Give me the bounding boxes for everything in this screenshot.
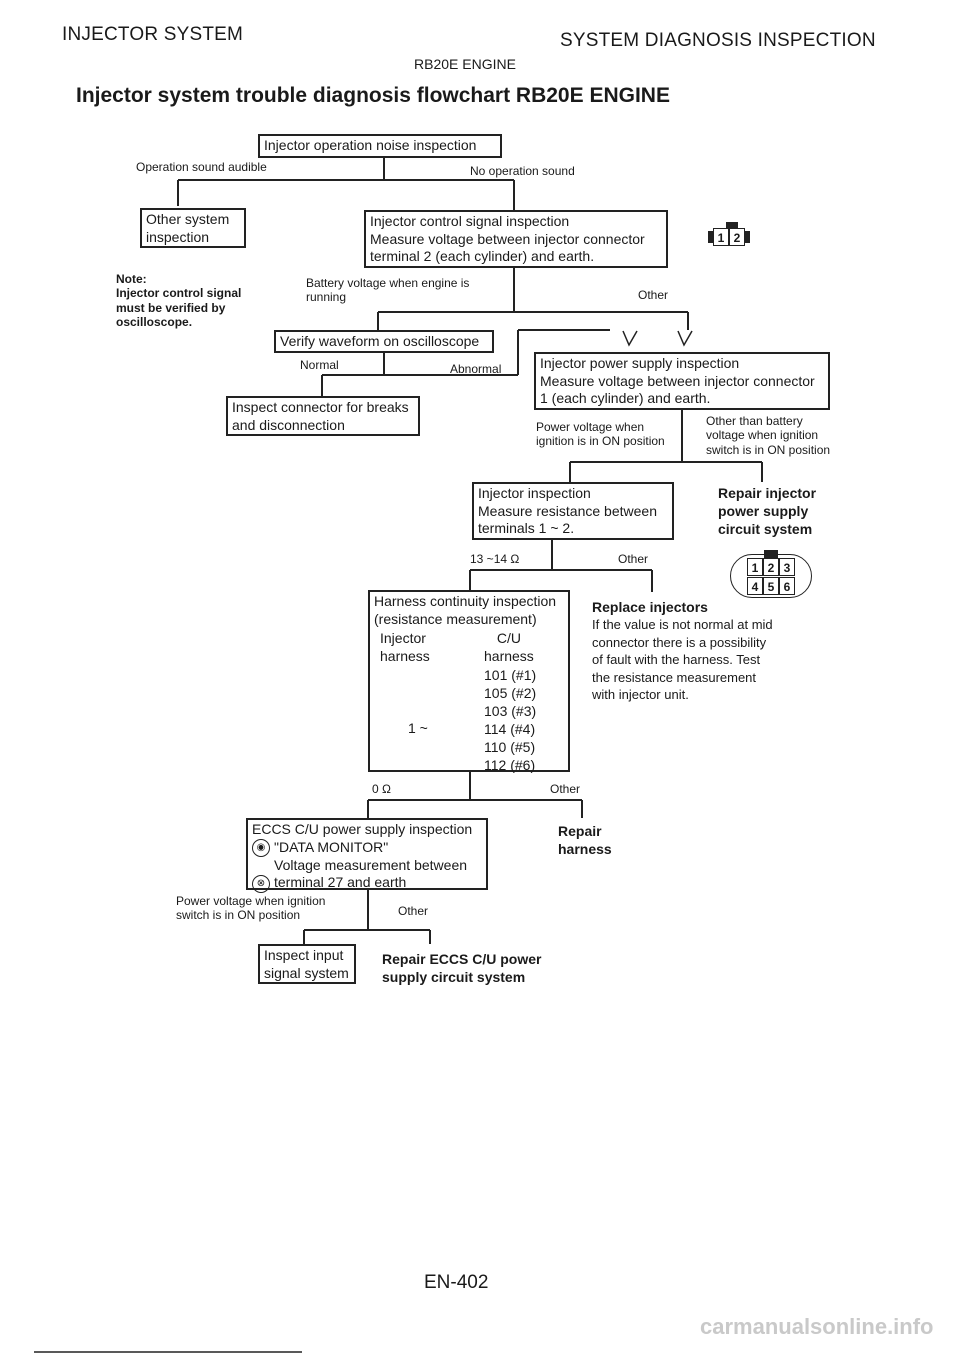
harness-terminal-3: 103 (#3) (484, 703, 537, 719)
label-power-ignition-on-1: Power voltage when ignition (176, 894, 326, 908)
control-signal-line-2: Measure voltage between injector connector (370, 230, 645, 247)
label-other-than-battery-2: voltage when ignition (706, 428, 819, 443)
connector-6pin-cell-3: 3 (779, 558, 795, 576)
harness-col-injector (380, 630, 430, 665)
repair-eccs-1: Repair ECCS C/U power (382, 951, 542, 967)
repair-eccs-2: supply circuit system (382, 969, 526, 986)
injector-inspection-line-1: Injector inspection (478, 485, 591, 501)
label-battery-running-2: running (306, 290, 347, 305)
label-13-14-ohm: 13 ~14 Ω (470, 552, 520, 566)
connector-6pin-cell-6: 6 (779, 577, 795, 595)
control-signal-box (364, 210, 668, 268)
power-supply-box (534, 352, 830, 410)
connector-6pin-cell-5: 5 (763, 577, 779, 595)
consult-monitor-icon: ◉ (252, 839, 270, 857)
connector-2pin-icon (708, 228, 750, 246)
watermark-text: carmanualsonline.info (700, 1314, 934, 1339)
label-no-operation-sound: No operation sound (470, 164, 575, 178)
injector-inspection-line-3: terminals 1 ~ 2. (478, 520, 575, 536)
waveform-text: Verify waveform on oscilloscope (280, 333, 480, 349)
eccs-line-2: "DATA MONITOR" (274, 838, 389, 855)
other-system-box (140, 208, 246, 248)
replace-text-4: the resistance measurement (592, 669, 757, 685)
harness-terminal-list (484, 666, 536, 774)
label-abnormal: Abnormal (450, 362, 502, 376)
noise-inspection-text: Injector operation noise inspection (264, 137, 477, 153)
label-other-3: Other (550, 782, 581, 796)
repair-power-supply-3: circuit system (718, 521, 813, 538)
harness-title-1: Harness continuity inspection (374, 593, 557, 609)
eccs-line-4: terminal 27 and earth (274, 874, 407, 891)
page-title: Injector system trouble diagnosis flowchart RB20E ENGINE (76, 84, 670, 107)
replace-injectors-title: Replace injectors (592, 599, 708, 615)
replace-text-1: If the value is not normal at mid (592, 617, 773, 633)
label-0-ohm: 0 Ω (372, 782, 391, 796)
replace-text-3: of fault with the harness. Test (592, 652, 761, 668)
label-normal: Normal (300, 358, 339, 372)
eccs-power-supply-box (246, 818, 488, 890)
harness-col-cu-2: harness (484, 647, 534, 664)
power-supply-line-2: Measure voltage between injector connector (540, 372, 815, 389)
note-line-1: Note: (116, 272, 147, 286)
label-battery-running (306, 276, 469, 305)
connector-6pin-icon (730, 554, 812, 600)
label-power-ignition-on-2: switch is in ON position (176, 908, 301, 923)
connector-6pin-cell-4: 4 (747, 577, 763, 595)
control-signal-line-1: Injector control signal inspection (370, 213, 570, 229)
label-battery-running-1: Battery voltage when engine is (306, 276, 470, 290)
section-header-left: INJECTOR SYSTEM (62, 24, 244, 45)
label-power-on (536, 420, 665, 449)
label-other-2: Other (618, 552, 649, 566)
page-number: EN-402 (424, 1272, 489, 1293)
other-system-line-2: inspection (146, 228, 210, 245)
inspect-input-box (258, 944, 356, 984)
note-line-4: oscilloscope. (116, 315, 193, 330)
replace-text-5: with injector unit. (592, 687, 689, 703)
repair-power-supply-2: power supply (718, 503, 809, 520)
harness-terminal-1: 101 (#1) (484, 667, 537, 683)
repair-harness-1: Repair (558, 823, 602, 839)
repair-eccs-text (382, 950, 541, 986)
multimeter-icon: ⊗ (252, 875, 270, 893)
breaks-line-2: and disconnection (232, 416, 345, 433)
harness-terminal-4: 114 (#4) (484, 721, 536, 737)
waveform-box (274, 330, 494, 353)
harness-terminal-5: 110 (#5) (484, 739, 536, 755)
power-supply-line-3: 1 (each cylinder) and earth. (540, 390, 711, 406)
harness-col-cu-1: C/U (496, 630, 521, 646)
note-line-2: Injector control signal (116, 286, 242, 301)
inspect-input-line-1: Inspect input (264, 947, 344, 963)
harness-col-injector-1: Injector (380, 630, 426, 646)
label-other-1: Other (638, 288, 669, 302)
label-other-than-battery-3: switch is in ON position (706, 442, 831, 457)
connector-6pin-cell-2: 2 (763, 558, 779, 576)
harness-col-injector-2: harness (380, 647, 430, 664)
harness-injector-terminal: 1 ~ (408, 720, 428, 736)
noise-inspection-box (258, 134, 502, 158)
eccs-line-1: ECCS C/U power supply inspection (252, 821, 473, 837)
repair-harness-2: harness (558, 841, 612, 858)
other-system-line-1: Other system (146, 211, 230, 227)
harness-terminal-6: 112 (#6) (484, 757, 536, 773)
repair-harness-text (558, 822, 612, 858)
breaks-line-1: Inspect connector for breaks (232, 399, 409, 415)
power-supply-line-1: Injector power supply inspection (540, 355, 740, 371)
connector-2pin-cell-1: 1 (713, 228, 729, 246)
harness-title-2: (resistance measurement) (374, 610, 537, 627)
label-other-than-battery (706, 414, 830, 457)
replace-injectors-block (592, 598, 773, 704)
repair-power-supply-text (718, 484, 816, 539)
injector-inspection-line-2: Measure resistance between (478, 502, 657, 519)
label-power-ignition-on (176, 894, 325, 923)
injector-inspection-box (472, 482, 674, 540)
label-power-on-1: Power voltage when (536, 420, 645, 434)
harness-terminal-2: 105 (#2) (484, 685, 537, 701)
harness-col-cu (484, 630, 534, 665)
engine-label: RB20E ENGINE (414, 56, 516, 72)
control-signal-line-3: terminal 2 (each cylinder) and earth. (370, 248, 595, 264)
eccs-line-3: Voltage measurement between (274, 856, 468, 873)
replace-text-2: connector there is a possibility (592, 634, 767, 650)
section-header-right: SYSTEM DIAGNOSIS INSPECTION (560, 30, 876, 51)
harness-continuity-box (368, 590, 570, 772)
label-operation-audible: Operation sound audible (136, 160, 267, 174)
label-other-than-battery-1: Other than battery (706, 414, 803, 428)
note-line-3: must be verified by (116, 300, 226, 315)
label-power-on-2: ignition is in ON position (536, 434, 665, 449)
repair-power-supply-1: Repair injector (718, 485, 817, 501)
oscilloscope-note (116, 272, 241, 330)
label-other-4: Other (398, 904, 429, 918)
inspect-input-line-2: signal system (264, 964, 349, 981)
breaks-box (226, 396, 420, 436)
connector-6pin-cell-1: 1 (747, 558, 763, 576)
connector-2pin-cell-2: 2 (729, 228, 745, 246)
